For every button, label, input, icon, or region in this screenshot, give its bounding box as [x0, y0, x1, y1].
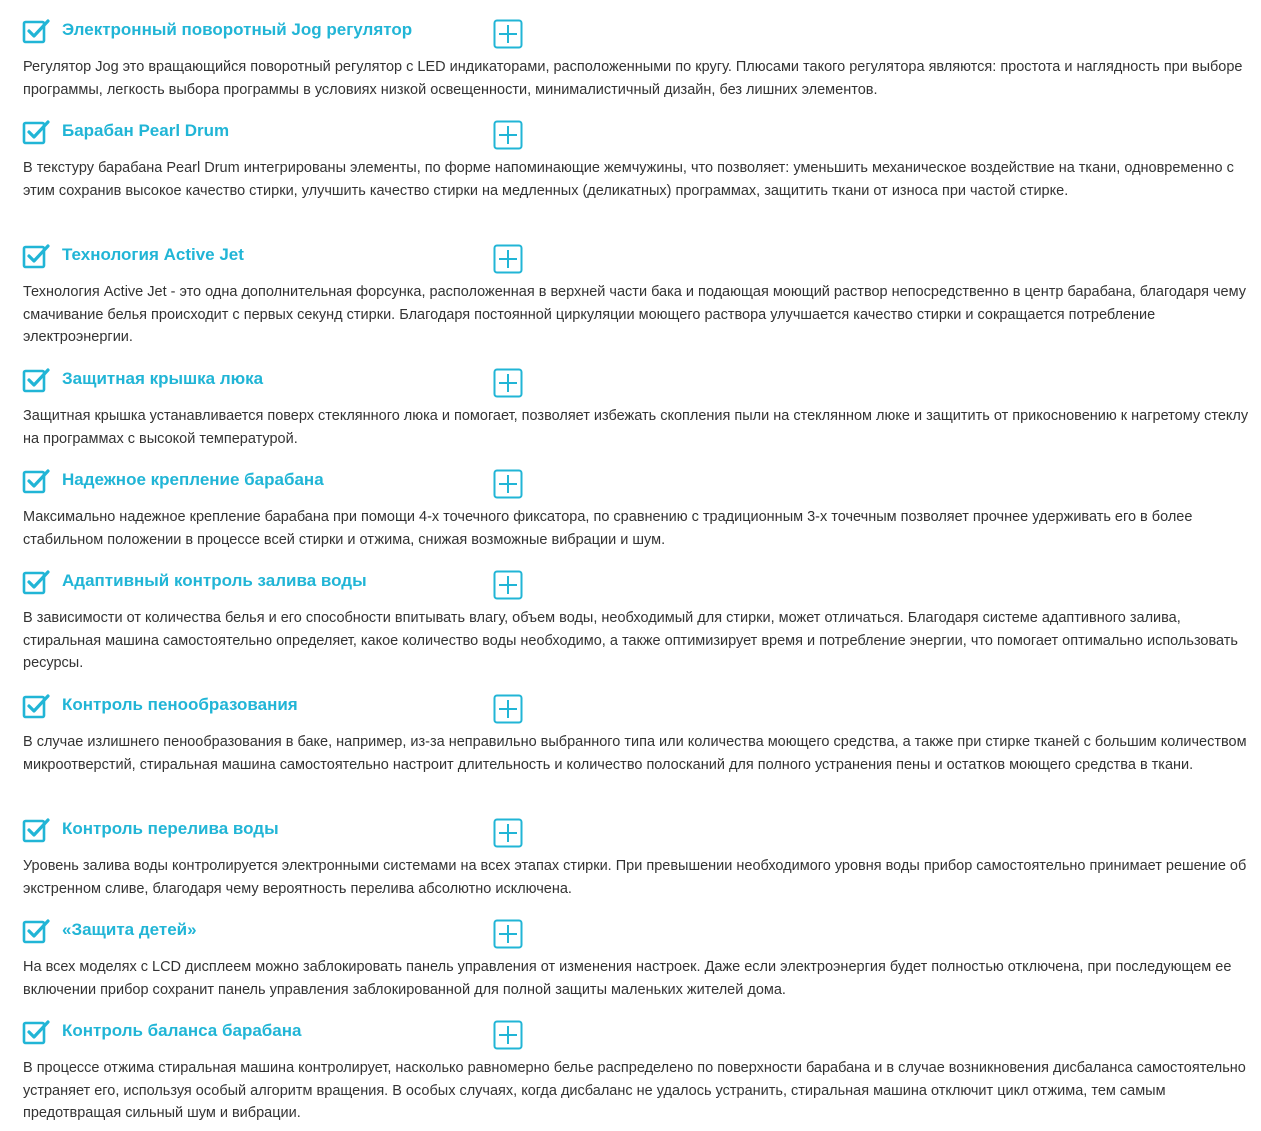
- feature-header: [0, 675, 1261, 715]
- checkbox-checked-icon: [22, 366, 50, 394]
- feature-title: Защитная крышка люка: [62, 369, 264, 388]
- feature-header: [0, 349, 1261, 389]
- feature-item: [0, 225, 1261, 345]
- checkbox-checked-icon: [22, 568, 50, 596]
- feature-title: Технология Active Jet: [62, 245, 244, 264]
- plus-square-icon[interactable]: [493, 570, 523, 600]
- feature-description: Максимально надежное крепление барабана при помощи 4-х точечного фиксатора, по сравнению с традиционным 3-х точечным позволяет прочнее удерживать его в более стабильном положении в процессе всей стирки и отжима, снижая возможные вибрации и шум.: [23, 509, 1193, 548]
- checkbox-checked-icon: [22, 467, 50, 495]
- feature-description: На всех моделях с LCD дисплеем можно заблокировать панель управления от изменения настроек. Даже если электроэнергия будет полностью отключена, при последующем ее включении прибор сохранит панель управления заблокированной для полной защиты маленьких жителей дома.: [23, 959, 1232, 998]
- checkbox-checked-icon: [22, 17, 50, 45]
- plus-square-icon[interactable]: [493, 244, 523, 274]
- feature-item: [0, 450, 1261, 548]
- feature-title: Барабан Pearl Drum: [62, 121, 230, 140]
- plus-square-icon[interactable]: [493, 368, 523, 398]
- feature-header: [0, 551, 1261, 591]
- checkbox-checked-icon: [22, 816, 50, 844]
- feature-header: [0, 101, 1261, 141]
- feature-item: [0, 799, 1261, 897]
- feature-description: Регулятор Jog это вращающийся поворотный регулятор с LED индикаторами, расположенными по кругу. Плюсами такого регулятора являются: простота и наглядность при выборе программы, легкость выбора программы в условиях низкой освещенности, минималистичный дизайн, без лишних элементов.: [23, 59, 1243, 98]
- feature-description: Защитная крышка устанавливается поверх стеклянного люка и помогает, позволяет избежать скопления пыли на стеклянном люке и защитить от прикосновению к нагретому стеклу на программах с высокой температурой.: [23, 408, 1249, 447]
- checkbox-checked-icon: [22, 917, 50, 945]
- plus-square-icon[interactable]: [493, 919, 523, 949]
- feature-item: [0, 349, 1261, 447]
- checkbox-checked-icon: [22, 242, 50, 270]
- feature-title: Электронный поворотный Jog регулятор: [62, 20, 413, 39]
- feature-item: [0, 675, 1261, 773]
- plus-square-icon[interactable]: [493, 469, 523, 499]
- feature-title: Контроль перелива воды: [62, 819, 279, 838]
- feature-item: [0, 900, 1261, 998]
- feature-description: В текстуру барабана Pearl Drum интегрированы элементы, по форме напоминающие жемчужины, что позволяет: уменьшить механическое воздействие на ткани, одновременно с этим сохранив высокое качество стирки, улучшить качество стирки на медленных (деликатных) программах, защитить ткани от износа при частой стирке.: [23, 160, 1234, 199]
- feature-description: В случае излишнего пенообразования в баке, например, из-за неправильно выбранного типа или количества моющего средства, а также при стирке тканей с большим количеством микроотверстий, стиральная машина самостоятельно настроит длительность и количество полосканий для полного устранения пены и остатков моющего средства в ткани.: [23, 734, 1247, 773]
- feature-description: Уровень залива воды контролируется электронными системами на всех этапах стирки. При превышении необходимого уровня воды прибор самостоятельно принимает решение об экстренном сливе, благодаря чему вероятность перелива абсолютно исключена.: [23, 858, 1247, 897]
- feature-description: В зависимости от количества белья и его способности впитывать влагу, объем воды, необходимый для стирки, может отличаться. Благодаря системе адаптивного залива, стиральная машина самостоятельно определяет, какое количество воды необходимо, а также оптимизирует время и потребление энергии, что помогает оптимально использовать ресурсы.: [23, 610, 1238, 671]
- plus-square-icon[interactable]: [493, 1020, 523, 1050]
- plus-square-icon[interactable]: [493, 694, 523, 724]
- feature-header: [0, 1001, 1261, 1041]
- feature-item: [0, 101, 1261, 199]
- feature-title: Контроль пенообразования: [62, 695, 298, 714]
- plus-square-icon[interactable]: [493, 818, 523, 848]
- checkbox-checked-icon: [22, 692, 50, 720]
- feature-header: [0, 0, 1261, 40]
- feature-item: [0, 1001, 1261, 1121]
- feature-header: [0, 450, 1261, 490]
- plus-square-icon[interactable]: [493, 120, 523, 150]
- plus-square-icon[interactable]: [493, 19, 523, 49]
- feature-header: [0, 900, 1261, 940]
- feature-description: Технология Active Jet - это одна дополнительная форсунка, расположенная в верхней части бака и подающая моющий раствор непосредственно в центр барабана, благодаря чему смачивание белья происходит с первых секунд стирки. Благодаря постоянной циркуляции моющего раствора улучшается качество стирки и сокращается потребление электроэнергии.: [23, 284, 1246, 345]
- checkbox-checked-icon: [22, 1018, 50, 1046]
- feature-title: Адаптивный контроль залива воды: [62, 571, 367, 590]
- checkbox-checked-icon: [22, 118, 50, 146]
- feature-title: «Защита детей»: [62, 920, 197, 939]
- feature-title: Надежное крепление барабана: [62, 470, 324, 489]
- feature-item: [0, 0, 1261, 98]
- feature-header: [0, 799, 1261, 839]
- feature-header: [0, 225, 1261, 265]
- feature-description: В процессе отжима стиральная машина контролирует, насколько равномерно белье распределено по поверхности барабана и в случае возникновения дисбаланса самостоятельно устраняет его, используя особый алгоритм вращения. В особых случаях, когда дисбаланс не удалось устранить, стиральная машина отключит цикл отжима, тем самым предотвращая сильный шум и вибрации.: [23, 1060, 1246, 1121]
- feature-item: [0, 551, 1261, 671]
- feature-title: Контроль баланса барабана: [62, 1021, 302, 1040]
